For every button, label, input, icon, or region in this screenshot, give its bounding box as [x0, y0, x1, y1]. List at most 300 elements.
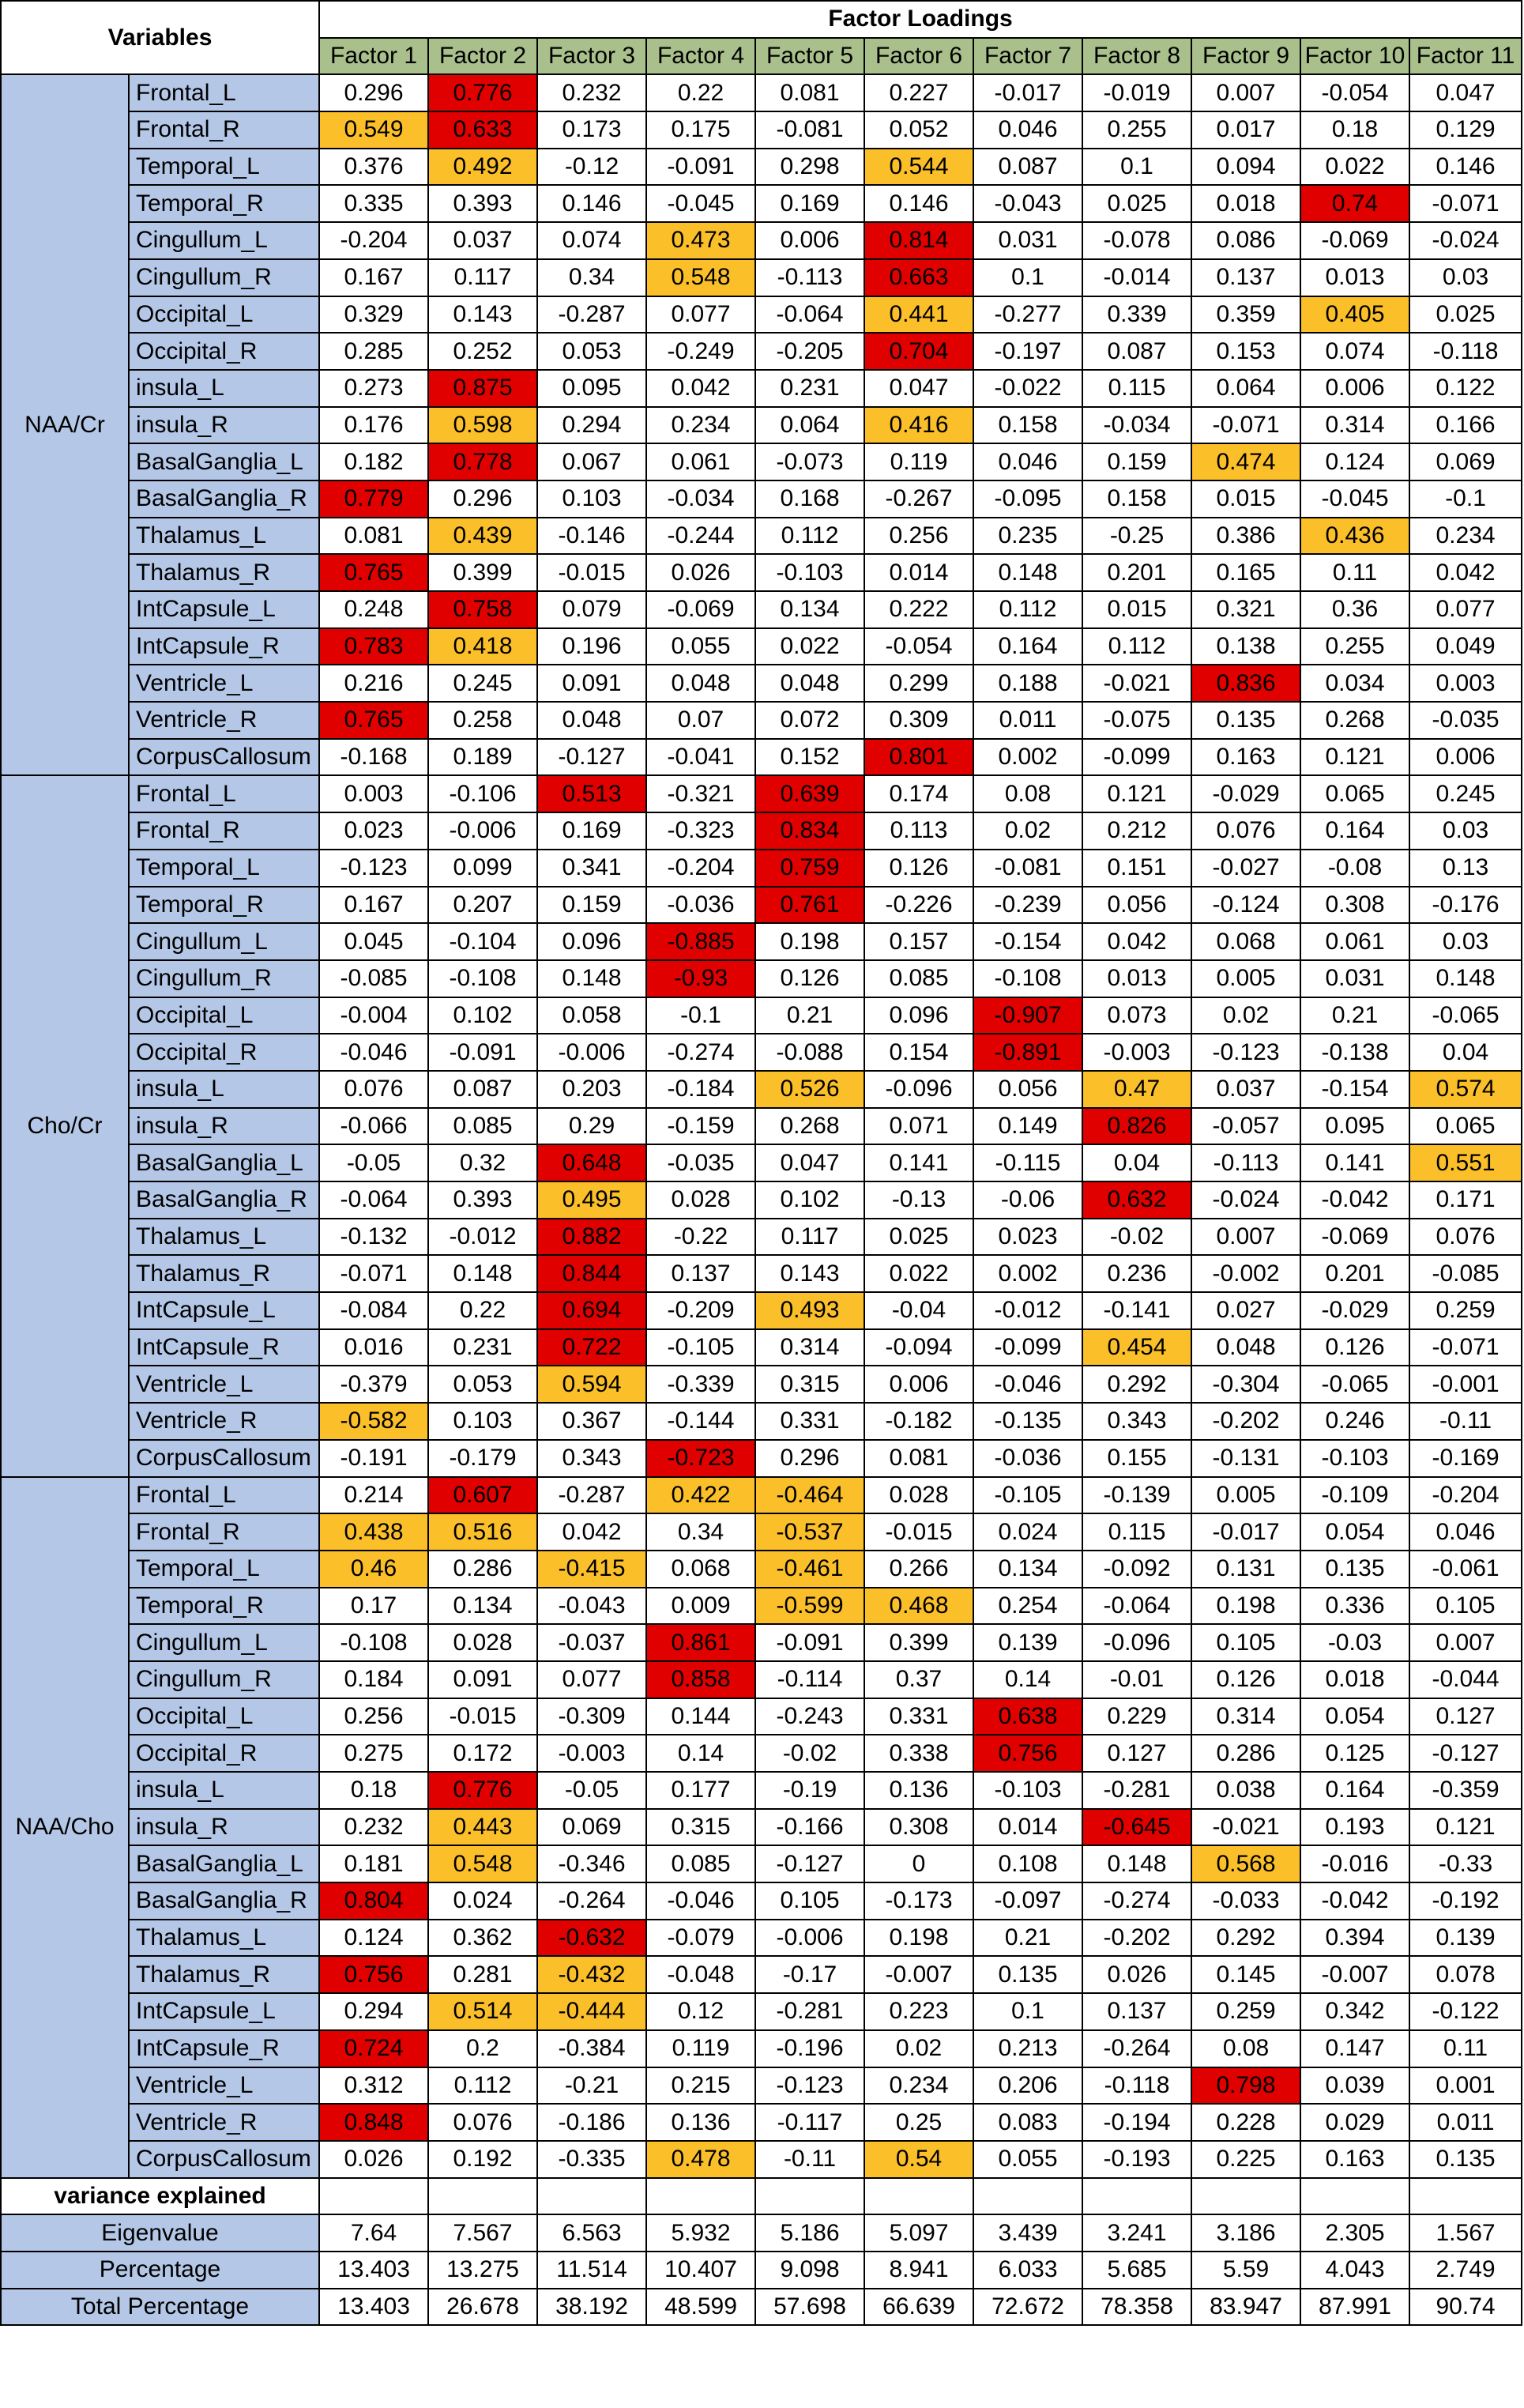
loading-cell: 0.025 [864, 1219, 973, 1256]
table-row [1, 887, 1522, 924]
loading-cell: 0.112 [428, 2067, 537, 2105]
loading-cell: -0.066 [319, 1108, 428, 1145]
loading-cell: 0.214 [319, 1477, 428, 1514]
loading-cell: 0.072 [755, 702, 864, 739]
loading-cell: 0.148 [428, 1255, 537, 1292]
loading-cell: 0.105 [1409, 1588, 1522, 1625]
variable-label: Frontal_R [129, 1513, 319, 1551]
loading-cell: 0.22 [646, 74, 755, 111]
loading-cell: 0.235 [973, 518, 1082, 555]
loading-cell: 0.188 [973, 665, 1082, 702]
loading-cell: -0.176 [1409, 887, 1522, 924]
loading-cell: 0.077 [537, 1661, 646, 1698]
factor-header: Factor 9 [1191, 38, 1300, 75]
loading-cell: 0.157 [864, 923, 973, 960]
loading-cell: -0.537 [755, 1513, 864, 1551]
loading-cell: 0.006 [1300, 370, 1409, 407]
loading-cell: 0.164 [1300, 812, 1409, 850]
loading-cell: 0.007 [1191, 74, 1300, 111]
summary-value: 10.407 [646, 2252, 755, 2289]
loading-cell: 0.443 [428, 1809, 537, 1846]
loading-cell: -0.024 [1409, 222, 1522, 259]
table-row [1, 702, 1522, 739]
loading-cell: -0.015 [864, 1513, 973, 1551]
summary-value: 1.567 [1409, 2214, 1522, 2252]
loading-cell: 0.285 [319, 333, 428, 370]
loading-cell: 0.275 [319, 1735, 428, 1772]
loading-cell: 0.294 [537, 407, 646, 444]
loading-cell: -0.173 [864, 1882, 973, 1920]
loading-cell: 0.131 [1191, 1551, 1300, 1588]
loading-cell: 0.031 [1300, 960, 1409, 997]
loading-cell: 0.134 [973, 1551, 1082, 1588]
loading-cell: -0.02 [1082, 1219, 1191, 1256]
loading-cell: -0.069 [1300, 222, 1409, 259]
loading-cell: 0.02 [1191, 997, 1300, 1034]
loading-cell: 0.246 [1300, 1403, 1409, 1440]
loading-cell: 0.159 [1082, 443, 1191, 480]
loading-cell: 0.015 [1191, 480, 1300, 518]
loading-cell: 0.814 [864, 222, 973, 259]
variable-label: Occipital_L [129, 1698, 319, 1735]
loading-cell: 0.129 [1409, 111, 1522, 149]
loading-cell: 0.331 [864, 1698, 973, 1735]
loading-cell: -0.095 [973, 480, 1082, 518]
loading-cell: -0.135 [973, 1403, 1082, 1440]
loading-cell: -0.073 [755, 443, 864, 480]
loading-cell: 0.108 [973, 1845, 1082, 1882]
variable-label: Temporal_L [129, 1551, 319, 1588]
loading-cell: 0.256 [864, 518, 973, 555]
loading-cell: -0.015 [428, 1698, 537, 1735]
loading-cell: -0.042 [1300, 1882, 1409, 1920]
loading-cell: -0.02 [755, 1735, 864, 1772]
loading-cell: 0.568 [1191, 1845, 1300, 1882]
loading-cell: 0.136 [646, 2104, 755, 2141]
table-row [1, 1882, 1522, 1920]
loading-cell: 0.025 [1082, 185, 1191, 222]
table-row [1, 259, 1522, 296]
variable-label: IntCapsule_L [129, 1993, 319, 2030]
table-row [1, 1071, 1522, 1108]
loading-cell: -0.204 [1409, 1477, 1522, 1514]
table-row [1, 1219, 1522, 1256]
loading-cell: 0.266 [864, 1551, 973, 1588]
loading-cell: 0.37 [864, 1661, 973, 1698]
loading-cell: -0.885 [646, 923, 755, 960]
loading-cell: 0.074 [537, 222, 646, 259]
factor-loadings-header: Factor Loadings [319, 1, 1522, 38]
loading-cell: 0.548 [428, 1845, 537, 1882]
loading-cell: 0.46 [319, 1551, 428, 1588]
loading-cell: 0.1 [973, 259, 1082, 296]
loading-cell: 0.21 [755, 997, 864, 1034]
loading-cell: 0.25 [864, 2104, 973, 2141]
loading-cell: -0.019 [1082, 74, 1191, 111]
variable-label: Frontal_L [129, 1477, 319, 1514]
loading-cell: 0.17 [319, 1588, 428, 1625]
loading-cell: 0.126 [755, 960, 864, 997]
loading-cell: 0.201 [1082, 554, 1191, 591]
loading-cell: -0.13 [864, 1181, 973, 1219]
loading-cell: -0.239 [973, 887, 1082, 924]
table-row [1, 1809, 1522, 1846]
loading-cell: 0.761 [755, 887, 864, 924]
summary-value: 13.403 [319, 2252, 428, 2289]
loading-cell: -0.179 [428, 1440, 537, 1477]
loading-cell: 0.399 [428, 554, 537, 591]
loading-cell: 0.858 [646, 1661, 755, 1698]
variable-label: insula_L [129, 1071, 319, 1108]
loading-cell: -0.064 [755, 296, 864, 334]
loading-cell: 0.342 [1300, 1993, 1409, 2030]
loading-cell: 0.055 [646, 628, 755, 665]
loading-cell: 0.778 [428, 443, 537, 480]
loading-cell: -0.115 [973, 1144, 1082, 1181]
loading-cell: -0.071 [1409, 185, 1522, 222]
loading-cell: 0.086 [1191, 222, 1300, 259]
loading-cell: 0.203 [537, 1071, 646, 1108]
loading-cell: 0.067 [537, 443, 646, 480]
loading-cell: 0.121 [1409, 1809, 1522, 1846]
loading-cell: -0.33 [1409, 1845, 1522, 1882]
loading-cell: 0.119 [646, 2030, 755, 2067]
table-row [1, 1108, 1522, 1145]
group-label: NAA/Cho [1, 1477, 129, 2178]
loading-cell: 0.201 [1300, 1255, 1409, 1292]
factor-header: Factor 8 [1082, 38, 1191, 75]
loading-cell: 0.074 [1300, 333, 1409, 370]
loading-cell: 0.009 [646, 1588, 755, 1625]
loading-cell: 0.478 [646, 2141, 755, 2178]
group-label: Cho/Cr [1, 775, 129, 1476]
loading-cell: -0.079 [646, 1920, 755, 1957]
loading-cell: -0.017 [973, 74, 1082, 111]
loading-cell: 0.607 [428, 1477, 537, 1514]
table-row [1, 1588, 1522, 1625]
loading-cell: 0.103 [537, 480, 646, 518]
summary-value: 6.033 [973, 2252, 1082, 2289]
table-row [1, 739, 1522, 776]
loading-cell: 0.359 [1191, 296, 1300, 334]
loadings-body [1, 74, 1522, 2325]
loading-cell: -0.007 [1300, 1956, 1409, 1993]
loading-cell: 0.04 [1082, 1144, 1191, 1181]
loading-cell: 0.439 [428, 518, 537, 555]
loading-cell: 0.268 [1300, 702, 1409, 739]
loading-cell: -0.054 [1300, 74, 1409, 111]
loading-cell: 0.024 [428, 1882, 537, 1920]
loading-cell: 0.165 [1191, 554, 1300, 591]
loading-cell: -0.096 [1082, 1624, 1191, 1661]
loading-cell: 0.281 [428, 1956, 537, 1993]
loading-cell: -0.384 [537, 2030, 646, 2067]
loading-cell: 0.296 [428, 480, 537, 518]
loading-cell: -0.182 [864, 1403, 973, 1440]
variable-label: BasalGanglia_L [129, 1144, 319, 1181]
variable-label: Frontal_L [129, 74, 319, 111]
variable-label: Temporal_L [129, 850, 319, 887]
loading-cell: 0.21 [1300, 997, 1409, 1034]
loading-cell: 0.321 [1191, 591, 1300, 628]
loading-cell: 0.047 [1409, 74, 1522, 111]
loading-cell: -0.044 [1409, 1661, 1522, 1698]
loading-cell: -0.103 [973, 1772, 1082, 1809]
loading-cell: -0.339 [646, 1366, 755, 1403]
loading-cell: 0.163 [1300, 2141, 1409, 2178]
loading-cell: 0.231 [755, 370, 864, 407]
loading-cell: 0.065 [1300, 775, 1409, 812]
loading-cell: 0.331 [755, 1403, 864, 1440]
loading-cell: -0.05 [537, 1772, 646, 1809]
variable-label: IntCapsule_L [129, 591, 319, 628]
loading-cell: 0.513 [537, 775, 646, 812]
loading-cell: -0.204 [319, 222, 428, 259]
loading-cell: -0.029 [1191, 775, 1300, 812]
variable-label: insula_R [129, 1809, 319, 1846]
loading-cell: 0.031 [973, 222, 1082, 259]
loading-cell: 0.296 [755, 1440, 864, 1477]
empty-cell [973, 2178, 1082, 2215]
loading-cell: 0.192 [428, 2141, 537, 2178]
variable-label: BasalGanglia_R [129, 480, 319, 518]
loading-cell: -0.21 [537, 2067, 646, 2105]
loading-cell: 0.29 [537, 1108, 646, 1145]
loading-cell: 0.02 [973, 812, 1082, 850]
loading-cell: 0.143 [428, 296, 537, 334]
loading-cell: -0.277 [973, 296, 1082, 334]
summary-value: 5.59 [1191, 2252, 1300, 2289]
loading-cell: 0.315 [755, 1366, 864, 1403]
loading-cell: -0.057 [1191, 1108, 1300, 1145]
loading-cell: 0.158 [1082, 480, 1191, 518]
loading-cell: 0.399 [864, 1624, 973, 1661]
variable-label: Thalamus_R [129, 1255, 319, 1292]
loading-cell: 0.362 [428, 1920, 537, 1957]
loading-cell: 0.548 [646, 259, 755, 296]
table-row [1, 333, 1522, 370]
variable-label: Ventricle_L [129, 1366, 319, 1403]
empty-cell [1082, 2178, 1191, 2215]
loading-cell: 0.159 [537, 887, 646, 924]
loading-cell: 0.765 [319, 702, 428, 739]
loading-cell: 0.113 [864, 812, 973, 850]
loading-cell: -0.154 [973, 923, 1082, 960]
loading-cell: -0.123 [1191, 1034, 1300, 1071]
loading-cell: 0.099 [428, 850, 537, 887]
loading-cell: 0.173 [537, 111, 646, 149]
loading-cell: -0.043 [537, 1588, 646, 1625]
summary-value: 7.64 [319, 2214, 428, 2252]
loading-cell: -0.003 [1082, 1034, 1191, 1071]
variable-label: Temporal_R [129, 1588, 319, 1625]
variable-label: Cingullum_R [129, 259, 319, 296]
loading-cell: 0.03 [1409, 259, 1522, 296]
loading-cell: 0.085 [428, 1108, 537, 1145]
loading-cell: 0.026 [319, 2141, 428, 2178]
summary-row [1, 2214, 1522, 2252]
empty-cell [864, 2178, 973, 2215]
loading-cell: 0.343 [537, 1440, 646, 1477]
loading-cell: 0.006 [864, 1366, 973, 1403]
loading-cell: 0.095 [1300, 1108, 1409, 1145]
loading-cell: 0.495 [537, 1181, 646, 1219]
loading-cell: -0.097 [973, 1882, 1082, 1920]
variable-label: Cingullum_L [129, 1624, 319, 1661]
loading-cell: -0.105 [973, 1477, 1082, 1514]
loading-cell: -0.084 [319, 1292, 428, 1329]
loading-cell: -0.11 [755, 2141, 864, 2178]
loading-cell: 0.064 [755, 407, 864, 444]
loading-cell: 0.137 [1191, 259, 1300, 296]
loading-cell: 0.068 [1191, 923, 1300, 960]
loading-cell: -0.123 [755, 2067, 864, 2105]
loading-cell: 0.048 [1191, 1329, 1300, 1366]
loading-cell: -0.099 [973, 1329, 1082, 1366]
factor-header: Factor 3 [537, 38, 646, 75]
loading-cell: -0.085 [1409, 1255, 1522, 1292]
table-row [1, 518, 1522, 555]
loading-cell: 0.229 [1082, 1698, 1191, 1735]
loading-cell: 0.386 [1191, 518, 1300, 555]
summary-value: 13.403 [319, 2289, 428, 2326]
loading-cell: 0.146 [537, 185, 646, 222]
table-row [1, 1181, 1522, 1219]
loading-cell: 0.875 [428, 370, 537, 407]
loading-cell: -0.122 [1409, 1993, 1522, 2030]
loading-cell: 0.061 [646, 443, 755, 480]
loading-cell: 0.393 [428, 185, 537, 222]
variable-label: Frontal_R [129, 812, 319, 850]
loading-cell: -0.274 [646, 1034, 755, 1071]
loading-cell: 0.049 [1409, 628, 1522, 665]
loading-cell: 0.087 [1082, 333, 1191, 370]
loading-cell: 0.076 [1191, 812, 1300, 850]
loading-cell: 0.21 [973, 1920, 1082, 1957]
loading-cell: 0.12 [646, 1993, 755, 2030]
summary-value: 11.514 [537, 2252, 646, 2289]
loading-cell: 0.03 [1409, 812, 1522, 850]
loading-cell: 0.598 [428, 407, 537, 444]
variable-label: BasalGanglia_L [129, 443, 319, 480]
summary-value: 38.192 [537, 2289, 646, 2326]
table-row [1, 1366, 1522, 1403]
loading-cell: 0.115 [1082, 1513, 1191, 1551]
loading-cell: -0.085 [319, 960, 428, 997]
loading-cell: -0.287 [537, 1477, 646, 1514]
loading-cell: 0.213 [973, 2030, 1082, 2067]
variable-label: Ventricle_L [129, 665, 319, 702]
loading-cell: 0.139 [1409, 1920, 1522, 1957]
table-row [1, 1698, 1522, 1735]
table-row [1, 1661, 1522, 1698]
table-row [1, 2104, 1522, 2141]
loading-cell: 0.198 [864, 1920, 973, 1957]
loading-cell: 0.124 [319, 1920, 428, 1957]
variable-label: Occipital_R [129, 333, 319, 370]
loading-cell: 0.759 [755, 850, 864, 887]
loading-cell: -0.108 [319, 1624, 428, 1661]
loading-cell: -0.048 [646, 1956, 755, 1993]
loading-cell: 0.122 [1409, 370, 1522, 407]
loading-cell: 0.046 [1409, 1513, 1522, 1551]
loading-cell: -0.046 [973, 1366, 1082, 1403]
loading-cell: 0.006 [755, 222, 864, 259]
loading-cell: 0.014 [864, 554, 973, 591]
loading-cell: -0.113 [755, 259, 864, 296]
loading-cell: 0.215 [646, 2067, 755, 2105]
loading-cell: 0.724 [319, 2030, 428, 2067]
loading-cell: 0.015 [1082, 591, 1191, 628]
loading-cell: 0.064 [1191, 370, 1300, 407]
table-row [1, 775, 1522, 812]
loading-cell: 0.081 [755, 74, 864, 111]
variable-label: CorpusCallosum [129, 2141, 319, 2178]
loading-cell: 0.308 [864, 1809, 973, 1846]
loading-cell: 0.007 [1409, 1624, 1522, 1661]
loading-cell: 0.025 [1409, 296, 1522, 334]
loading-cell: 0.134 [428, 1588, 537, 1625]
loading-cell: 0.155 [1082, 1440, 1191, 1477]
loading-cell: -0.93 [646, 960, 755, 997]
loading-cell: 0.055 [973, 2141, 1082, 2178]
loading-cell: 0.492 [428, 149, 537, 186]
loading-cell: 0.639 [755, 775, 864, 812]
summary-value: 13.275 [428, 2252, 537, 2289]
loading-cell: 0.418 [428, 628, 537, 665]
loading-cell: 0.722 [537, 1329, 646, 1366]
loading-cell: 0.134 [755, 591, 864, 628]
loading-cell: 0.065 [1409, 1108, 1522, 1145]
loading-cell: -0.024 [1191, 1181, 1300, 1219]
loading-cell: 0.232 [537, 74, 646, 111]
loading-cell: 0.076 [319, 1071, 428, 1108]
loading-cell: -0.012 [428, 1219, 537, 1256]
loading-cell: -0.065 [1409, 997, 1522, 1034]
loading-cell: 0.023 [973, 1219, 1082, 1256]
loading-cell: 0.174 [864, 775, 973, 812]
table-row [1, 185, 1522, 222]
table-row [1, 1513, 1522, 1551]
factor-header: Factor 11 [1409, 38, 1522, 75]
loading-cell: 0.126 [1300, 1329, 1409, 1366]
loading-cell: 0.02 [864, 2030, 973, 2067]
factor-header: Factor 4 [646, 38, 755, 75]
variable-label: Thalamus_L [129, 1219, 319, 1256]
loading-cell: 0.042 [1082, 923, 1191, 960]
loading-cell: -0.001 [1409, 1366, 1522, 1403]
variable-label: Ventricle_R [129, 2104, 319, 2141]
loading-cell: 0.206 [973, 2067, 1082, 2105]
loading-cell: 0.119 [864, 443, 973, 480]
table-row [1, 1403, 1522, 1440]
variable-label: Occipital_R [129, 1034, 319, 1071]
loading-cell: 0.146 [864, 185, 973, 222]
table-row [1, 74, 1522, 111]
loading-cell: -0.004 [319, 997, 428, 1034]
loading-cell: 0.141 [864, 1144, 973, 1181]
table-row [1, 407, 1522, 444]
loading-cell: -0.205 [755, 333, 864, 370]
loading-cell: -0.021 [1082, 665, 1191, 702]
loading-cell: 0.096 [537, 923, 646, 960]
loading-cell: 0.167 [319, 259, 428, 296]
variable-label: IntCapsule_R [129, 2030, 319, 2067]
loading-cell: 0.136 [864, 1772, 973, 1809]
group-label: NAA/Cr [1, 74, 129, 775]
variance-explained-label: variance explained [1, 2178, 319, 2215]
variable-label: Temporal_L [129, 149, 319, 186]
